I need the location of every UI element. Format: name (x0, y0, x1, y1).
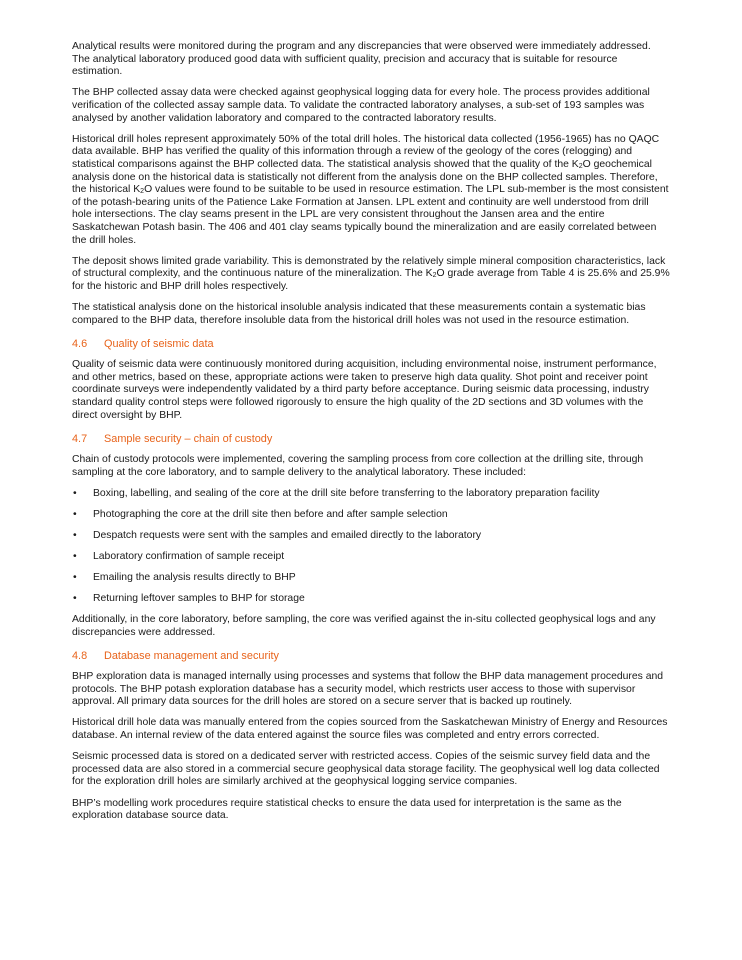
paragraph-historical-entry: Historical drill hole data was manually entered from the copies sourced from the Saskatchewan Ministry of Energy and Resources database. An internal review of the data entered against the source files was completed and entry errors corrected. (72, 717, 668, 742)
paragraph-modelling-checks: BHP’s modelling work procedures require statistical checks to ensure the data used for interpretation is the same as the exploration database source data. (72, 797, 622, 822)
custody-bullet-list (72, 488, 670, 606)
section-heading-4-8: 4.8 Database management and security (72, 650, 279, 663)
subscript: 2 (578, 162, 583, 170)
list-item: • Returning leftover samples to BHP for storage (73, 592, 305, 604)
list-item: • Despatch requests were sent with the samples and emailed directly to the laboratory (73, 529, 482, 541)
section-heading-4-7: 4.7 Sample security – chain of custody (72, 433, 273, 446)
paragraph-analytical-results: Analytical results were monitored during the program and any discrepancies that were observed were immediately addressed. The analytical laboratory produced good data with sufficient quality, precision and accuracy that is suitable for resource estimation. (72, 41, 651, 78)
list-item: • Boxing, labelling, and sealing of the core at the drill site before transferring to the laboratory preparation facility (73, 488, 600, 499)
paragraph-core-verification: Additionally, in the core laboratory, before sampling, the core was verified against the in-situ collected geophysical logs and any discrepancies were addressed. (72, 613, 656, 638)
paragraph-grade-variability: The deposit shows limited grade variability. This is demonstrated by the relatively simple mineral composition characteristics, lack of structural complexity, and the continuous nature of the mineralization. The K2O grade average from Table 4 is 25.6% and 25.9% for the historic and BHP drill holes respectively. (72, 255, 670, 292)
subscript: 2 (432, 272, 437, 280)
paragraph-seismic-quality: Quality of seismic data were continuously monitored during acquisition, including environmental noise, instrument performance, and other metrics, based on these, appropriate actions were taken to preserve high data quality. Shot point and receiver point coordinate surveys were independently validated by a third party before acceptance. During seismic data processing, industry standard quality control steps were followed rigorously to ensure the high quality of the 2D sections and 3D volumes with the direct oversight by BHP. (72, 359, 657, 421)
paragraph-historical-holes: Historical drill holes represent approximately 50% of the total drill holes. The historical data collected (1956-1965) has no QAQC data available. BHP has verified the quality of this information through a review of the geology of the cores (relogging) and statistical comparisons against the BHP collected data. The statistical analysis showed that the quality of the K2O geochemical analysis done on the historical data is statistically not different from the analysis done on the BHP collected samples. Therefore, the historical K2O values were found to be suitable to be used in resource estimation. The LPL sub-member is the most consistent of the potash-bearing units of the Patience Lake Formation at Jansen. LPL extent and continuity are well understood from drill hole intersections. The clay seams present in the LPL are very consistent throughout the Jansen area and the entire Saskatchewan Potash basin. The 406 and 401 clay seams typically bound the mineralization and are easily correlated between the drill holes. (72, 133, 669, 246)
bullet-icon: • (73, 488, 77, 499)
paragraph-chain-of-custody: Chain of custody protocols were implemented, covering the sampling process from core collection at the drilling site, through sampling at the core laboratory, and to sample delivery to the analytical laboratory. These included: (72, 454, 644, 478)
list-item: • Emailing the analysis results directly to BHP (73, 571, 296, 583)
document-page (72, 41, 670, 831)
bullet-icon: • (73, 550, 77, 562)
bullet-icon: • (73, 508, 77, 520)
section-heading-4-6: 4.6 Quality of seismic data (72, 338, 214, 351)
paragraph-data-management: BHP exploration data is managed internally using processes and systems that follow the BHP data management procedures and protocols. The BHP potash exploration database has a security model, which restricts user access to those with supervisor approval. All primary data sources for the drill holes are stored on a secure server that is backed up routinely. (72, 671, 664, 708)
bullet-icon: • (73, 592, 77, 604)
subscript: 2 (140, 188, 145, 196)
bullet-icon: • (73, 571, 77, 583)
paragraph-seismic-storage: Seismic processed data is stored on a dedicated server with restricted access. Copies of the seismic survey field data and the processed data are also stored in a commercial secure geophysical data storage facility. The geophysical well log data collected for the exploration drill holes are similarly archived at the geophysical logging service companies. (72, 751, 660, 788)
paragraph-assay-check: The BHP collected assay data were checked against geophysical logging data for every hole. The process provides additional verification of the collected assay sample data. To validate the contracted laboratory analyses, a sub-set of 193 samples was analysed by another validation laboratory and compared to the contracted laboratory results. (72, 87, 650, 124)
list-item: • Laboratory confirmation of sample receipt (73, 550, 285, 562)
bullet-icon: • (73, 529, 77, 541)
paragraph-insoluble: The statistical analysis done on the historical insoluble analysis indicated that these measurements contain a systematic bias compared to the BHP data, therefore insoluble data from the historical drill holes was not used in the resource estimation. (72, 302, 646, 326)
list-item: • Photographing the core at the drill site then before and after sample selection (73, 508, 448, 520)
